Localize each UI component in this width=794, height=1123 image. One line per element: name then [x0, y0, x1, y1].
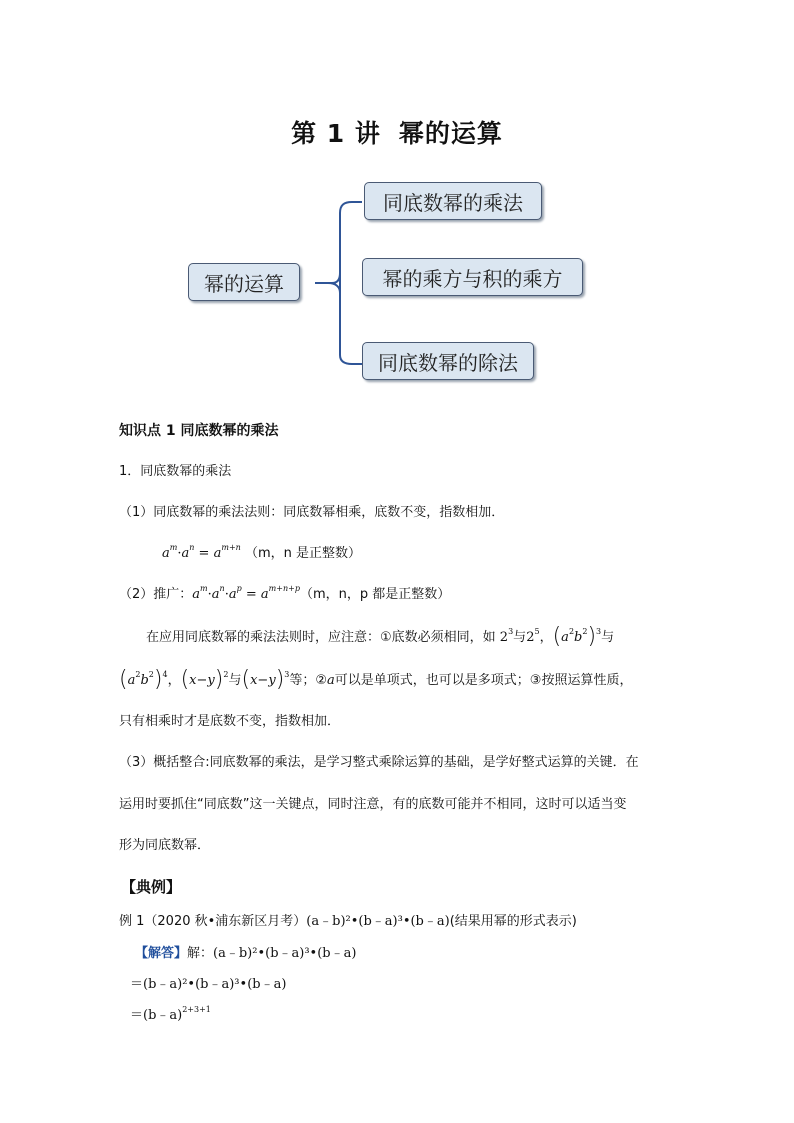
- note-text-1a: 在应用同底数幂的乘法法则时，应注意：①底数必须相同，如: [146, 630, 496, 645]
- summary-line-3: 形为同底数幂．: [119, 838, 211, 853]
- item-heading: 1．同底数幂的乘法: [119, 464, 232, 479]
- section-heading: 知识点 1 同底数幂的乘法: [119, 423, 279, 439]
- answer-step-3-exponent: 2+3+1: [182, 1005, 211, 1014]
- extension-label: （2）推广：: [119, 587, 193, 602]
- note-line-2: [119, 667, 633, 692]
- note-text-1c: 与: [601, 630, 615, 645]
- example-power-6: $(x-y)^3$: [241, 667, 290, 692]
- formula-2-note: （m，n，p 都是正整数）: [299, 587, 451, 602]
- formula-2-expr: $a^m\cdot a^n\cdot a^p = a^{m+n+p}$: [192, 584, 300, 602]
- diagram-bracket: [310, 195, 370, 375]
- example-1: [119, 912, 577, 932]
- note-text-2b: 与: [228, 673, 242, 688]
- variable-a: a: [327, 673, 335, 688]
- note-text-2d: 可以是单项式，也可以是多项式；③按照运算性质，: [334, 673, 633, 688]
- rule-line: [119, 503, 504, 523]
- answer-line: [135, 944, 356, 964]
- note-text-2a: ，: [167, 673, 181, 688]
- diagram-root-label: 幂的运算: [204, 271, 284, 296]
- diagram-branch-3: [362, 342, 534, 380]
- diagram-branch-1-label: 同底数幂的乘法: [383, 190, 523, 215]
- formula-1: [162, 544, 361, 564]
- answer-step-3-base: ＝(b﹣a): [130, 1008, 183, 1023]
- summary-line-1: （3）概括整合:同底数幂的乘法，是学习整式乘除运算的基础，是学好整式运算的关键．在: [119, 755, 639, 770]
- page-title: [0, 114, 794, 150]
- summary-line-2: 运用时要抓住“同底数”这一关键点，同时注意，有的底数可能并不相同，这时可以适当变: [119, 797, 627, 812]
- example-power-2: $2^5$: [526, 627, 540, 645]
- diagram-branch-1: [364, 182, 542, 220]
- example-heading: 【典例】: [121, 878, 182, 896]
- example-1-note: (结果用幂的形式表示): [449, 914, 577, 929]
- rule-text: 同底数幂相乘，底数不变，指数相加．: [283, 505, 505, 520]
- example-1-label: 例 1（2020 秋•浦东新区月考）: [119, 914, 307, 929]
- diagram-branch-3-label: 同底数幂的除法: [378, 350, 518, 375]
- lecture-number: 第 1 讲: [291, 119, 381, 148]
- example-1-expr: (a﹣b)²•(b﹣a)³•(b﹣a): [306, 914, 450, 929]
- example-power-4: $(a^2b^2)^4$: [119, 667, 168, 692]
- answer-tag: 【解答】: [135, 946, 188, 961]
- note-line-3: 只有相乘时才是底数不变，指数相加．: [119, 714, 341, 729]
- note-text-2c: 等；②: [289, 673, 328, 688]
- lecture-topic: 幂的运算: [398, 119, 503, 148]
- answer-prefix: 解：: [187, 946, 214, 961]
- note-line-1: 在应用同底数幂的乘法法则时，应注意：①底数必须相同，如 $2^3$与$2^5$，$(a^2b^2)^3$与: [146, 624, 615, 649]
- example-power-5: $(x-y)^2$: [180, 667, 229, 692]
- diagram-root-node: [188, 263, 300, 301]
- formula-2: [119, 585, 450, 605]
- answer-step-2: ＝(b﹣a)²•(b﹣a)³•(b﹣a): [130, 977, 287, 992]
- note-text-1b: 与: [513, 630, 527, 645]
- example-power-3: $(a^2b^2)^3$: [552, 624, 602, 649]
- diagram-branch-2-label: 幂的乘方与积的乘方: [382, 266, 563, 291]
- formula-1-note: （m，n 是正整数）: [244, 546, 361, 561]
- answer-step-3: [130, 1006, 211, 1026]
- answer-step-1: (a﹣b)²•(b﹣a)³•(b﹣a): [213, 946, 357, 961]
- diagram-branch-2: [362, 258, 583, 296]
- formula-1-expr: $a^m\cdot a^n = a^{m+n}$: [162, 543, 241, 561]
- rule-label: （1）同底数幂的乘法法则：: [119, 505, 284, 520]
- example-power-1: $2^3$: [499, 627, 514, 645]
